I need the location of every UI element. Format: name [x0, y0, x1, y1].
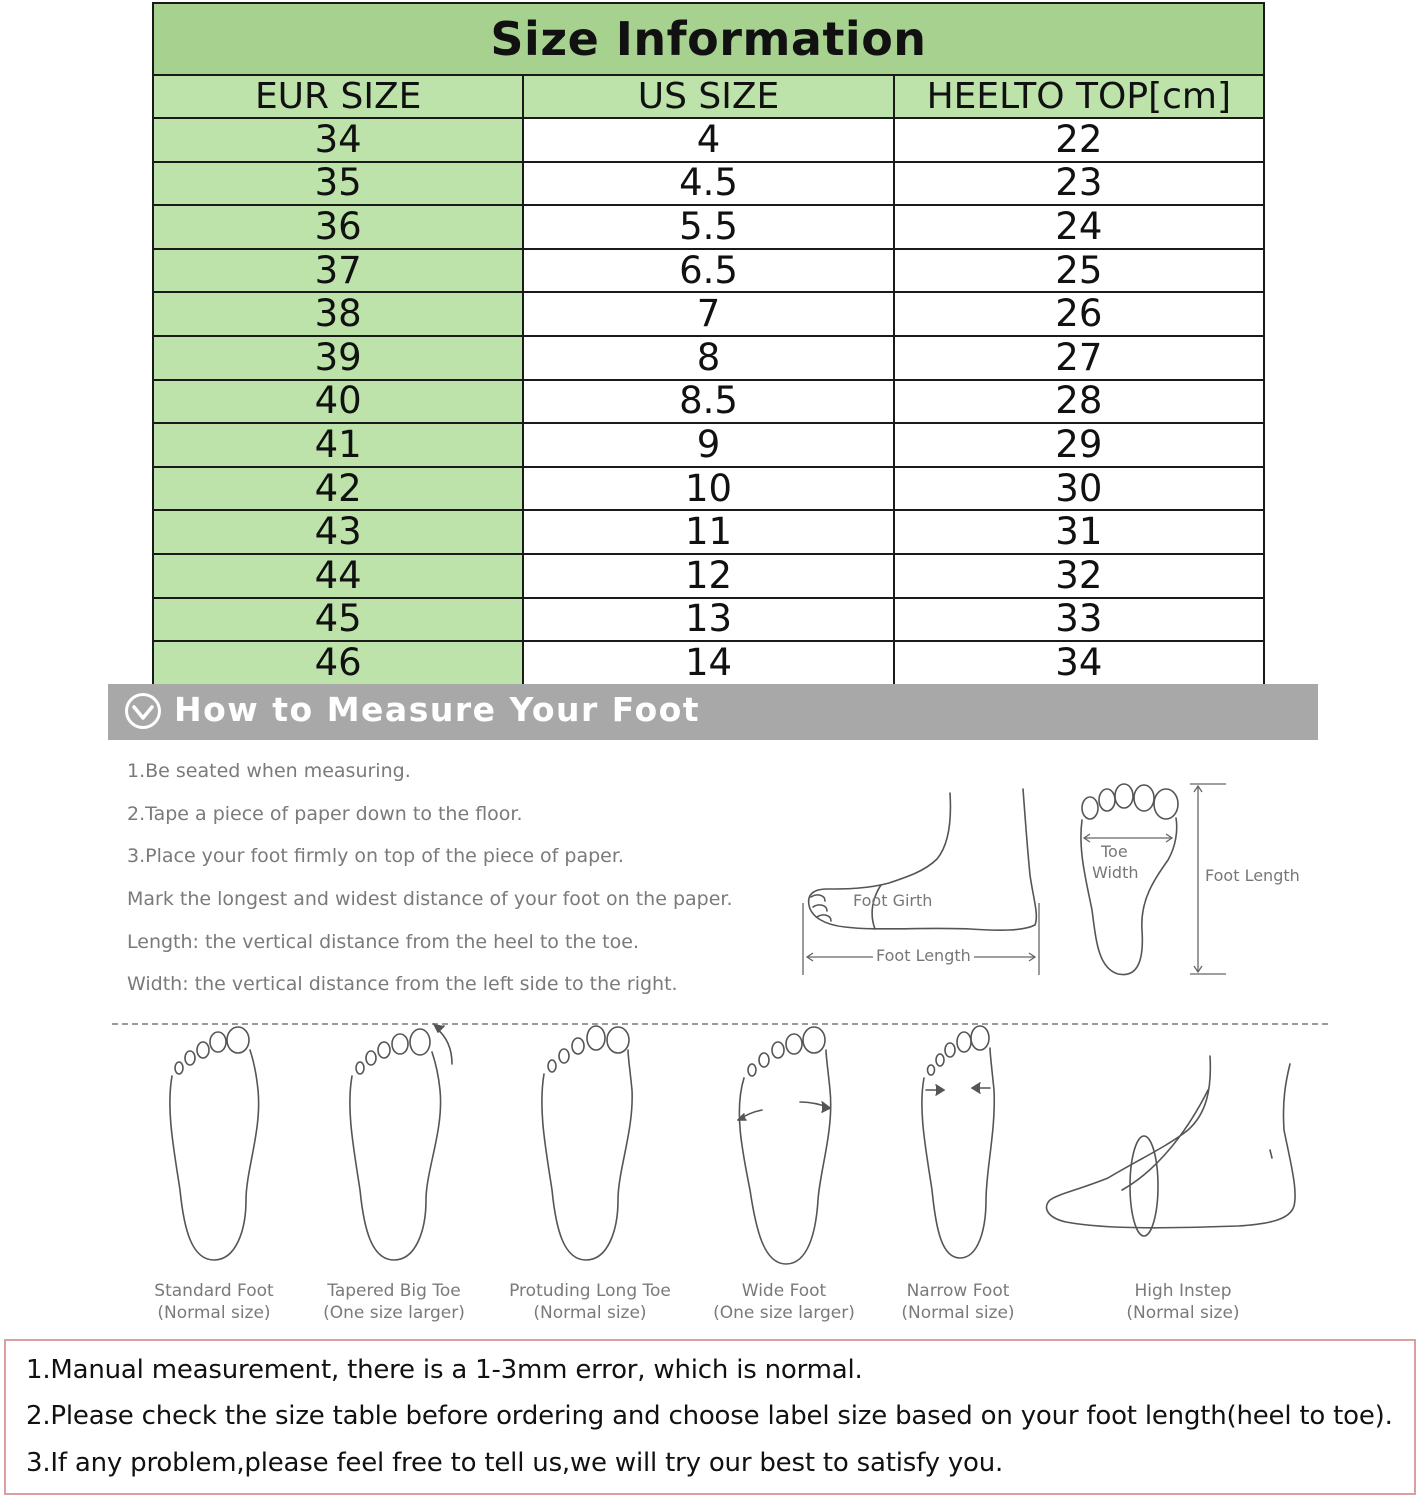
us-size-cell: 4.5	[523, 162, 893, 206]
measure-title: How to Measure Your Foot	[174, 690, 701, 729]
wide-foot-icon	[704, 1020, 864, 1270]
foot-type-caption	[890, 1280, 1026, 1324]
us-size-cell: 11	[523, 510, 893, 554]
toe-label: Toe	[1101, 842, 1128, 861]
length-cell: 28	[894, 380, 1264, 424]
foot-type-name: Tapered Big Toe	[327, 1281, 461, 1301]
measure-instructions	[127, 758, 807, 1014]
length-cell: 29	[894, 423, 1264, 467]
length-cell: 30	[894, 467, 1264, 511]
eur-size-cell: 46	[153, 641, 523, 685]
instruction-step: 3.Place your foot firmly on top of the piece of paper.	[127, 845, 624, 868]
length-cell: 34	[894, 641, 1264, 685]
table-row	[153, 336, 1264, 380]
foot-type-name: Narrow Foot	[906, 1281, 1010, 1301]
foot-type-name: Protuding Long Toe	[509, 1281, 671, 1301]
length-cell: 26	[894, 292, 1264, 336]
eur-size-cell: 35	[153, 162, 523, 206]
foot-type-name: High Instep	[1134, 1281, 1232, 1301]
table-row	[153, 598, 1264, 642]
width-label: Width	[1092, 863, 1139, 882]
top-foot-length-label: Foot Length	[1205, 866, 1300, 885]
table-row	[153, 510, 1264, 554]
standard-foot-icon	[138, 1020, 290, 1270]
eur-size-cell: 39	[153, 336, 523, 380]
eur-size-cell: 42	[153, 467, 523, 511]
measure-banner	[108, 684, 1318, 740]
table-row	[153, 423, 1264, 467]
instruction-step: 1.Be seated when measuring.	[127, 760, 411, 782]
eur-size-cell: 34	[153, 118, 523, 162]
us-size-cell: 12	[523, 554, 893, 598]
table-row	[153, 641, 1264, 685]
eur-size-cell: 37	[153, 249, 523, 293]
length-cell: 24	[894, 205, 1264, 249]
foot-type-standard	[138, 1020, 290, 1330]
header-eur-size: EUR SIZE	[153, 75, 523, 118]
foot-type-name: Standard Foot	[154, 1281, 274, 1301]
foot-type-caption	[498, 1280, 682, 1324]
table-row	[153, 554, 1264, 598]
foot-type-note: (Normal size)	[157, 1303, 271, 1323]
eur-size-cell: 41	[153, 423, 523, 467]
tapered-big-toe-foot-icon	[314, 1020, 474, 1270]
table-row	[153, 205, 1264, 249]
table-row	[153, 380, 1264, 424]
table-row	[153, 292, 1264, 336]
foot-type-caption	[138, 1280, 290, 1324]
us-size-cell: 8.5	[523, 380, 893, 424]
foot-types	[108, 1020, 1338, 1330]
length-cell: 23	[894, 162, 1264, 206]
table-title: Size Information	[153, 3, 1264, 75]
eur-size-cell: 43	[153, 510, 523, 554]
foot-type-note: (Normal size)	[533, 1303, 647, 1323]
table-row	[153, 467, 1264, 511]
instruction-step: Length: the vertical distance from the heel to the toe.	[127, 930, 639, 953]
note-line: 2.Please check the size table before ordering and choose label size based on your foot length(heel to toe).	[26, 1401, 1393, 1431]
side-foot-diagram	[795, 785, 1055, 985]
foot-type-name: Wide Foot	[741, 1281, 827, 1301]
length-cell: 31	[894, 510, 1264, 554]
chevron-down-circle-icon	[124, 692, 162, 730]
us-size-cell: 14	[523, 641, 893, 685]
eur-size-cell: 38	[153, 292, 523, 336]
foot-type-narrow	[890, 1020, 1026, 1330]
instruction-step: Mark the longest and widest distance of your foot on the paper.	[127, 888, 733, 911]
foot-type-note: (Normal size)	[1126, 1303, 1240, 1323]
table-row	[153, 162, 1264, 206]
us-size-cell: 7	[523, 292, 893, 336]
us-size-cell: 13	[523, 598, 893, 642]
high-instep-foot-icon	[1038, 1020, 1308, 1270]
note-line: 1.Manual measurement, there is a 1-3mm error, which is normal.	[26, 1355, 863, 1385]
foot-type-tapered	[314, 1020, 474, 1330]
instruction-step: 2.Tape a piece of paper down to the floor.	[127, 802, 523, 825]
size-table	[152, 2, 1265, 686]
narrow-foot-icon	[890, 1020, 1026, 1270]
protruding-long-toe-foot-icon	[498, 1020, 682, 1270]
length-cell: 25	[894, 249, 1264, 293]
us-size-cell: 6.5	[523, 249, 893, 293]
length-cell: 33	[894, 598, 1264, 642]
foot-type-protruding	[498, 1020, 682, 1330]
side-foot-length-label: Foot Length	[873, 946, 974, 965]
us-size-cell: 9	[523, 423, 893, 467]
foot-type-caption	[704, 1280, 864, 1324]
eur-size-cell: 40	[153, 380, 523, 424]
foot-type-caption	[1068, 1280, 1298, 1324]
instruction-step: Width: the vertical distance from the left side to the right.	[127, 973, 678, 996]
table-row	[153, 118, 1264, 162]
header-us-size: US SIZE	[523, 75, 893, 118]
foot-type-high-instep	[1038, 1020, 1308, 1330]
foot-girth-label: Foot Girth	[853, 891, 933, 910]
eur-size-cell: 44	[153, 554, 523, 598]
us-size-cell: 10	[523, 467, 893, 511]
eur-size-cell: 45	[153, 598, 523, 642]
length-cell: 32	[894, 554, 1264, 598]
us-size-cell: 5.5	[523, 205, 893, 249]
eur-size-cell: 36	[153, 205, 523, 249]
us-size-cell: 4	[523, 118, 893, 162]
length-cell: 27	[894, 336, 1264, 380]
foot-type-caption	[314, 1280, 474, 1324]
foot-type-note: (Normal size)	[901, 1303, 1015, 1323]
notes-box	[4, 1339, 1416, 1495]
length-cell: 22	[894, 118, 1264, 162]
table-row	[153, 249, 1264, 293]
foot-type-note: (One size larger)	[323, 1303, 465, 1323]
foot-type-note: (One size larger)	[713, 1303, 855, 1323]
us-size-cell: 8	[523, 336, 893, 380]
note-line: 3.If any problem,please feel free to tell us,we will try our best to satisfy you.	[26, 1448, 1004, 1478]
top-foot-diagram	[1068, 780, 1318, 980]
header-heel-to-top: HEELTO TOP[cm]	[894, 75, 1264, 118]
foot-type-wide	[704, 1020, 864, 1330]
